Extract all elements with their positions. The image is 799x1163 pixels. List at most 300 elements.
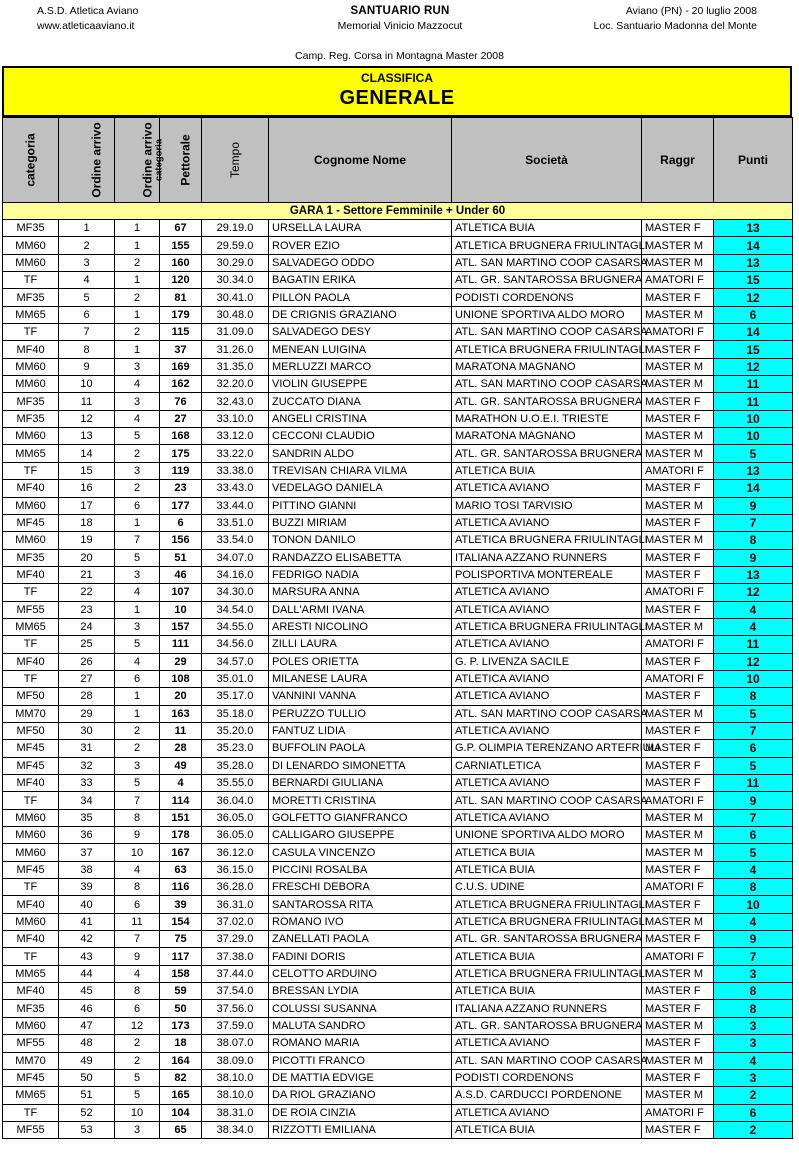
cell-raggr: MASTER F — [642, 393, 714, 410]
cell-punti: 12 — [714, 584, 793, 601]
cell-societa: POLISPORTIVA MONTEREALE — [452, 566, 642, 583]
cell-raggr: MASTER F — [642, 896, 714, 913]
cell-tempo: 37.56.0 — [202, 1000, 269, 1017]
cell-ordine-arrivo: 12 — [59, 410, 115, 427]
cell-tempo: 37.54.0 — [202, 983, 269, 1000]
cell-societa: ATL. GR. SANTAROSSA BRUGNERA — [452, 272, 642, 289]
table-row — [3, 965, 793, 982]
cell-societa: MARATONA MAGNANO — [452, 358, 642, 375]
cell-ordine-categoria: 3 — [115, 462, 160, 479]
cell-societa: CARNIATLETICA — [452, 757, 642, 774]
cell-ordine-arrivo: 1 — [59, 220, 115, 237]
cell-ordine-arrivo: 20 — [59, 549, 115, 566]
cell-categoria: MF45 — [3, 1069, 59, 1086]
table-row — [3, 462, 793, 479]
cell-societa: ATL. GR. SANTAROSSA BRUGNERA — [452, 393, 642, 410]
cell-societa: ATLETICA AVIANO — [452, 584, 642, 601]
cell-punti: 9 — [714, 549, 793, 566]
cell-categoria: TF — [3, 879, 59, 896]
cell-raggr: MASTER F — [642, 931, 714, 948]
cell-ordine-arrivo: 27 — [59, 670, 115, 687]
cell-ordine-categoria: 1 — [115, 705, 160, 722]
cell-ordine-categoria: 1 — [115, 601, 160, 618]
cell-categoria: MM65 — [3, 306, 59, 323]
table-row — [3, 722, 793, 739]
cell-pettorale: 164 — [160, 1052, 202, 1069]
cell-tempo: 34.07.0 — [202, 549, 269, 566]
results-table — [2, 117, 793, 1139]
cell-raggr: AMATORI F — [642, 948, 714, 965]
cell-pettorale: 75 — [160, 931, 202, 948]
cell-categoria: MM60 — [3, 254, 59, 271]
cell-raggr: AMATORI F — [642, 670, 714, 687]
cell-categoria: MM60 — [3, 844, 59, 861]
cell-raggr: MASTER F — [642, 514, 714, 531]
cell-ordine-arrivo: 15 — [59, 462, 115, 479]
cell-pettorale: 156 — [160, 532, 202, 549]
cell-ordine-arrivo: 23 — [59, 601, 115, 618]
cell-ordine-categoria: 4 — [115, 965, 160, 982]
cell-ordine-categoria: 2 — [115, 1052, 160, 1069]
cell-nome: ROMANO IVO — [269, 913, 452, 930]
cell-ordine-categoria: 4 — [115, 861, 160, 878]
cell-punti: 8 — [714, 532, 793, 549]
cell-pettorale: 178 — [160, 827, 202, 844]
col-header-pettorale: Pettorale — [160, 118, 202, 203]
cell-pettorale: 82 — [160, 1069, 202, 1086]
cell-categoria: MM60 — [3, 827, 59, 844]
cell-punti: 3 — [714, 1035, 793, 1052]
cell-raggr: MASTER F — [642, 861, 714, 878]
cell-nome: CALLIGARO GIUSEPPE — [269, 827, 452, 844]
cell-tempo: 35.01.0 — [202, 670, 269, 687]
cell-tempo: 34.30.0 — [202, 584, 269, 601]
table-row — [3, 254, 793, 271]
cell-raggr: MASTER F — [642, 1069, 714, 1086]
table-row — [3, 601, 793, 618]
cell-pettorale: 120 — [160, 272, 202, 289]
cell-tempo: 31.09.0 — [202, 324, 269, 341]
cell-ordine-arrivo: 26 — [59, 653, 115, 670]
cell-categoria: MF40 — [3, 775, 59, 792]
cell-ordine-categoria: 1 — [115, 688, 160, 705]
cell-punti: 3 — [714, 1069, 793, 1086]
cell-categoria: MF40 — [3, 566, 59, 583]
cell-tempo: 36.04.0 — [202, 792, 269, 809]
cell-punti: 5 — [714, 757, 793, 774]
cell-pettorale: 154 — [160, 913, 202, 930]
table-row — [3, 879, 793, 896]
cell-pettorale: 151 — [160, 809, 202, 826]
cell-societa: ATLETICA BUIA — [452, 844, 642, 861]
organizer-website: www.atleticaaviano.it — [37, 20, 135, 32]
cell-ordine-arrivo: 53 — [59, 1121, 115, 1138]
cell-categoria: MF35 — [3, 549, 59, 566]
cell-raggr: MASTER M — [642, 445, 714, 462]
event-title: SANTUARIO RUN — [350, 5, 450, 17]
cell-societa: A.S.D. CARDUCCI PORDENONE — [452, 1087, 642, 1104]
cell-nome: RANDAZZO ELISABETTA — [269, 549, 452, 566]
cell-tempo: 33.44.0 — [202, 497, 269, 514]
cell-ordine-arrivo: 49 — [59, 1052, 115, 1069]
cell-ordine-categoria: 2 — [115, 254, 160, 271]
cell-punti: 9 — [714, 931, 793, 948]
cell-raggr: MASTER F — [642, 1035, 714, 1052]
cell-punti: 15 — [714, 341, 793, 358]
cell-punti: 3 — [714, 1017, 793, 1034]
cell-ordine-categoria: 1 — [115, 306, 160, 323]
cell-societa: ATLETICA BRUGNERA FRIULINTAGLI — [452, 896, 642, 913]
cell-societa: ATLETICA AVIANO — [452, 1104, 642, 1121]
cell-societa: ATLETICA BRUGNERA FRIULINTAGLI — [452, 913, 642, 930]
cell-pettorale: 28 — [160, 740, 202, 757]
cell-punti: 5 — [714, 445, 793, 462]
cell-pettorale: 50 — [160, 1000, 202, 1017]
table-row — [3, 1052, 793, 1069]
cell-societa: ATLETICA BUIA — [452, 948, 642, 965]
cell-categoria: MF40 — [3, 480, 59, 497]
cell-ordine-arrivo: 32 — [59, 757, 115, 774]
cell-categoria: MF45 — [3, 740, 59, 757]
table-row — [3, 428, 793, 445]
cell-punti: 12 — [714, 358, 793, 375]
cell-tempo: 33.54.0 — [202, 532, 269, 549]
event-date: Aviano (PN) - 20 luglio 2008 — [625, 5, 757, 17]
col-header-ordine-categoria: Ordine arrivo categoria — [115, 118, 160, 203]
cell-nome: PILLON PAOLA — [269, 289, 452, 306]
organizer-name: A.S.D. Atletica Aviano — [37, 5, 139, 17]
cell-ordine-categoria: 5 — [115, 1087, 160, 1104]
cell-tempo: 29.19.0 — [202, 220, 269, 237]
cell-pettorale: 65 — [160, 1121, 202, 1138]
cell-ordine-categoria: 3 — [115, 393, 160, 410]
cell-ordine-arrivo: 45 — [59, 983, 115, 1000]
cell-societa: ATLETICA BUIA — [452, 220, 642, 237]
table-row — [3, 1035, 793, 1052]
cell-societa: MARIO TOSI TARVISIO — [452, 497, 642, 514]
cell-pettorale: 18 — [160, 1035, 202, 1052]
cell-pettorale: 155 — [160, 237, 202, 254]
cell-ordine-categoria: 1 — [115, 220, 160, 237]
cell-categoria: MF45 — [3, 861, 59, 878]
cell-raggr: MASTER M — [642, 497, 714, 514]
cell-ordine-arrivo: 17 — [59, 497, 115, 514]
cell-punti: 4 — [714, 861, 793, 878]
cell-tempo: 37.38.0 — [202, 948, 269, 965]
col-header-tempo: Tempo — [202, 118, 269, 203]
cell-nome: FANTUZ LIDIA — [269, 722, 452, 739]
cell-punti: 12 — [714, 653, 793, 670]
col-header-nome: Cognome Nome — [269, 118, 452, 203]
cell-ordine-categoria: 12 — [115, 1017, 160, 1034]
cell-nome: PICOTTI FRANCO — [269, 1052, 452, 1069]
cell-pettorale: 4 — [160, 775, 202, 792]
cell-pettorale: 46 — [160, 566, 202, 583]
table-row — [3, 289, 793, 306]
cell-tempo: 31.26.0 — [202, 341, 269, 358]
table-row — [3, 220, 793, 237]
cell-nome: SANDRIN ALDO — [269, 445, 452, 462]
cell-tempo: 33.22.0 — [202, 445, 269, 462]
cell-ordine-categoria: 7 — [115, 532, 160, 549]
cell-nome: ZANELLATI PAOLA — [269, 931, 452, 948]
col-header-raggr: Raggr — [642, 118, 714, 203]
cell-societa: ATLETICA AVIANO — [452, 722, 642, 739]
ranking-banner — [2, 66, 792, 117]
cell-tempo: 38.34.0 — [202, 1121, 269, 1138]
cell-raggr: AMATORI F — [642, 462, 714, 479]
cell-nome: TONON DANILO — [269, 532, 452, 549]
cell-societa: ATLETICA BUIA — [452, 983, 642, 1000]
table-row — [3, 1017, 793, 1034]
cell-raggr: MASTER M — [642, 532, 714, 549]
cell-societa: ATL. SAN MARTINO COOP CASARSA — [452, 254, 642, 271]
cell-categoria: TF — [3, 792, 59, 809]
cell-societa: ATL. GR. SANTAROSSA BRUGNERA — [452, 445, 642, 462]
cell-nome: ROMANO MARIA — [269, 1035, 452, 1052]
cell-pettorale: 104 — [160, 1104, 202, 1121]
cell-punti: 13 — [714, 220, 793, 237]
table-row — [3, 1104, 793, 1121]
cell-punti: 10 — [714, 428, 793, 445]
table-row — [3, 636, 793, 653]
cell-ordine-arrivo: 34 — [59, 792, 115, 809]
cell-punti: 8 — [714, 688, 793, 705]
cell-raggr: MASTER M — [642, 1052, 714, 1069]
cell-punti: 11 — [714, 376, 793, 393]
cell-pettorale: 49 — [160, 757, 202, 774]
cell-categoria: MM65 — [3, 965, 59, 982]
cell-ordine-arrivo: 8 — [59, 341, 115, 358]
cell-societa: ITALIANA AZZANO RUNNERS — [452, 1000, 642, 1017]
cell-punti: 6 — [714, 1104, 793, 1121]
cell-categoria: MF50 — [3, 722, 59, 739]
cell-punti: 10 — [714, 670, 793, 687]
cell-societa: ATLETICA BRUGNERA FRIULINTAGLI — [452, 237, 642, 254]
cell-punti: 9 — [714, 497, 793, 514]
cell-pettorale: 107 — [160, 584, 202, 601]
cell-ordine-arrivo: 28 — [59, 688, 115, 705]
cell-pettorale: 177 — [160, 497, 202, 514]
cell-pettorale: 114 — [160, 792, 202, 809]
cell-ordine-arrivo: 36 — [59, 827, 115, 844]
banner-line1: CLASSIFICA — [361, 71, 433, 85]
cell-raggr: MASTER M — [642, 705, 714, 722]
table-row — [3, 532, 793, 549]
cell-raggr: MASTER F — [642, 775, 714, 792]
cell-tempo: 30.29.0 — [202, 254, 269, 271]
cell-tempo: 35.18.0 — [202, 705, 269, 722]
cell-tempo: 32.20.0 — [202, 376, 269, 393]
cell-categoria: MM70 — [3, 705, 59, 722]
cell-raggr: MASTER M — [642, 358, 714, 375]
cell-ordine-categoria: 5 — [115, 428, 160, 445]
cell-societa: ATLETICA BRUGNERA FRIULINTAGLI — [452, 618, 642, 635]
cell-nome: BUFFOLIN PAOLA — [269, 740, 452, 757]
cell-societa: ATLETICA AVIANO — [452, 670, 642, 687]
cell-ordine-categoria: 2 — [115, 480, 160, 497]
cell-tempo: 35.20.0 — [202, 722, 269, 739]
cell-raggr: MASTER M — [642, 618, 714, 635]
cell-categoria: MM60 — [3, 428, 59, 445]
cell-ordine-arrivo: 50 — [59, 1069, 115, 1086]
cell-raggr: MASTER M — [642, 237, 714, 254]
cell-categoria: TF — [3, 584, 59, 601]
cell-tempo: 34.55.0 — [202, 618, 269, 635]
cell-pettorale: 179 — [160, 306, 202, 323]
cell-tempo: 29.59.0 — [202, 237, 269, 254]
cell-ordine-categoria: 6 — [115, 896, 160, 913]
cell-categoria: MM60 — [3, 1017, 59, 1034]
cell-ordine-arrivo: 37 — [59, 844, 115, 861]
cell-pettorale: 111 — [160, 636, 202, 653]
table-row — [3, 688, 793, 705]
cell-pettorale: 11 — [160, 722, 202, 739]
cell-raggr: MASTER F — [642, 1000, 714, 1017]
cell-punti: 7 — [714, 809, 793, 826]
section-title: GARA 1 - Settore Femminile + Under 60 — [3, 203, 793, 220]
cell-societa: ITALIANA AZZANO RUNNERS — [452, 549, 642, 566]
cell-pettorale: 51 — [160, 549, 202, 566]
cell-nome: POLES ORIETTA — [269, 653, 452, 670]
cell-societa: G. P. LIVENZA SACILE — [452, 653, 642, 670]
cell-societa: ATLETICA AVIANO — [452, 480, 642, 497]
cell-raggr: MASTER M — [642, 844, 714, 861]
table-row — [3, 1121, 793, 1138]
cell-ordine-categoria: 3 — [115, 358, 160, 375]
cell-punti: 11 — [714, 775, 793, 792]
cell-categoria: MF35 — [3, 220, 59, 237]
cell-raggr: MASTER F — [642, 410, 714, 427]
table-row — [3, 653, 793, 670]
cell-raggr: MASTER M — [642, 1017, 714, 1034]
cell-punti: 5 — [714, 844, 793, 861]
cell-tempo: 34.16.0 — [202, 566, 269, 583]
cell-nome: SALVADEGO ODDO — [269, 254, 452, 271]
table-row — [3, 983, 793, 1000]
cell-societa: ATLETICA AVIANO — [452, 688, 642, 705]
cell-ordine-arrivo: 21 — [59, 566, 115, 583]
cell-categoria: MF35 — [3, 289, 59, 306]
cell-categoria: TF — [3, 324, 59, 341]
cell-nome: SANTAROSSA RITA — [269, 896, 452, 913]
cell-pettorale: 10 — [160, 601, 202, 618]
cell-tempo: 37.59.0 — [202, 1017, 269, 1034]
cell-societa: C.U.S. UDINE — [452, 879, 642, 896]
cell-ordine-arrivo: 7 — [59, 324, 115, 341]
table-row — [3, 306, 793, 323]
table-row — [3, 272, 793, 289]
cell-pettorale: 175 — [160, 445, 202, 462]
cell-punti: 14 — [714, 237, 793, 254]
cell-punti: 2 — [714, 1087, 793, 1104]
table-row — [3, 237, 793, 254]
cell-nome: MORETTI CRISTINA — [269, 792, 452, 809]
table-row — [3, 757, 793, 774]
cell-societa: ATL. GR. SANTAROSSA BRUGNERA — [452, 1017, 642, 1034]
cell-categoria: MF55 — [3, 601, 59, 618]
cell-ordine-categoria: 4 — [115, 584, 160, 601]
cell-nome: VEDELAGO DANIELA — [269, 480, 452, 497]
cell-nome: MARSURA ANNA — [269, 584, 452, 601]
table-row — [3, 324, 793, 341]
cell-categoria: MF45 — [3, 757, 59, 774]
cell-punti: 13 — [714, 254, 793, 271]
cell-punti: 5 — [714, 705, 793, 722]
table-row — [3, 566, 793, 583]
cell-ordine-arrivo: 16 — [59, 480, 115, 497]
cell-raggr: MASTER F — [642, 566, 714, 583]
event-place-date — [594, 4, 757, 34]
table-row — [3, 861, 793, 878]
cell-ordine-categoria: 4 — [115, 653, 160, 670]
cell-tempo: 38.09.0 — [202, 1052, 269, 1069]
cell-societa: MARATHON U.O.E.I. TRIESTE — [452, 410, 642, 427]
cell-ordine-arrivo: 42 — [59, 931, 115, 948]
cell-raggr: MASTER F — [642, 289, 714, 306]
cell-punti: 14 — [714, 480, 793, 497]
cell-punti: 14 — [714, 324, 793, 341]
cell-tempo: 34.56.0 — [202, 636, 269, 653]
cell-categoria: MM65 — [3, 618, 59, 635]
col-header-ordine-arrivo: Ordine arrivo — [59, 118, 115, 203]
cell-nome: VIOLIN GIUSEPPE — [269, 376, 452, 393]
cell-nome: SALVADEGO DESY — [269, 324, 452, 341]
cell-categoria: MF40 — [3, 341, 59, 358]
cell-ordine-categoria: 5 — [115, 636, 160, 653]
cell-ordine-arrivo: 40 — [59, 896, 115, 913]
cell-tempo: 31.35.0 — [202, 358, 269, 375]
cell-ordine-arrivo: 2 — [59, 237, 115, 254]
cell-pettorale: 169 — [160, 358, 202, 375]
cell-ordine-arrivo: 13 — [59, 428, 115, 445]
cell-raggr: MASTER F — [642, 983, 714, 1000]
cell-ordine-arrivo: 48 — [59, 1035, 115, 1052]
cell-categoria: MF55 — [3, 1035, 59, 1052]
cell-raggr: MASTER F — [642, 1121, 714, 1138]
cell-tempo: 34.54.0 — [202, 601, 269, 618]
cell-nome: BUZZI MIRIAM — [269, 514, 452, 531]
cell-categoria: MF55 — [3, 1121, 59, 1138]
table-row — [3, 376, 793, 393]
cell-societa: PODISTI CORDENONS — [452, 1069, 642, 1086]
cell-nome: BERNARDI GIULIANA — [269, 775, 452, 792]
cell-ordine-categoria: 8 — [115, 879, 160, 896]
cell-categoria: MM65 — [3, 1087, 59, 1104]
cell-nome: PITTINO GIANNI — [269, 497, 452, 514]
table-row — [3, 618, 793, 635]
cell-raggr: MASTER F — [642, 688, 714, 705]
cell-ordine-categoria: 3 — [115, 1121, 160, 1138]
cell-tempo: 36.31.0 — [202, 896, 269, 913]
cell-tempo: 36.28.0 — [202, 879, 269, 896]
cell-raggr: MASTER F — [642, 341, 714, 358]
cell-nome: MERLUZZI MARCO — [269, 358, 452, 375]
cell-nome: ANGELI CRISTINA — [269, 410, 452, 427]
cell-ordine-arrivo: 33 — [59, 775, 115, 792]
table-row — [3, 410, 793, 427]
cell-punti: 6 — [714, 827, 793, 844]
cell-ordine-arrivo: 38 — [59, 861, 115, 878]
cell-societa: ATLETICA BRUGNERA FRIULINTAGLI — [452, 965, 642, 982]
cell-punti: 10 — [714, 896, 793, 913]
cell-ordine-categoria: 6 — [115, 1000, 160, 1017]
cell-nome: TREVISAN CHIARA VILMA — [269, 462, 452, 479]
table-row — [3, 480, 793, 497]
cell-pettorale: 119 — [160, 462, 202, 479]
cell-punti: 11 — [714, 636, 793, 653]
cell-ordine-categoria: 8 — [115, 983, 160, 1000]
